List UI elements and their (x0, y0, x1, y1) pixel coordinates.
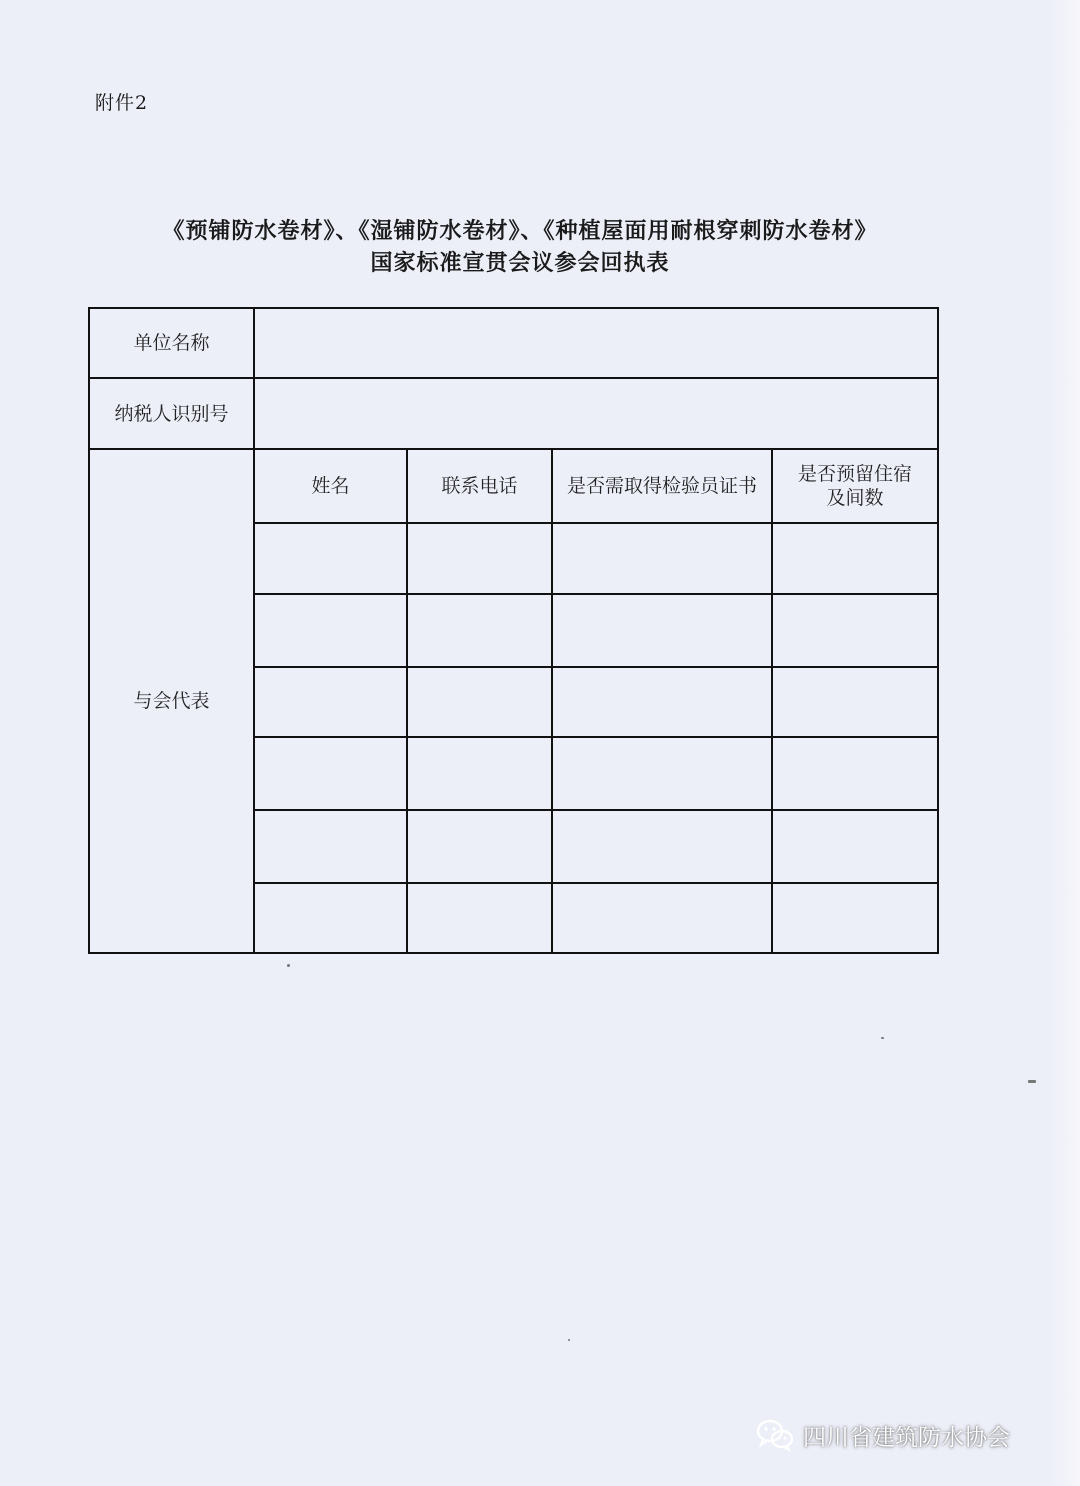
scan-speck (1028, 1080, 1036, 1083)
delegate-cell[interactable] (773, 595, 937, 666)
delegate-cell[interactable] (773, 884, 937, 952)
column-header-inspector-certificate: 是否需取得检验员证书 (566, 475, 757, 497)
scan-speck (568, 1339, 570, 1341)
delegates-label: 与会代表 (133, 690, 210, 712)
scan-speck (881, 1037, 884, 1039)
watermark-text: 四川省建筑防水协会 (803, 1424, 1010, 1451)
table-border-bottom (88, 952, 939, 954)
delegate-cell[interactable] (255, 738, 406, 809)
delegate-cell[interactable] (408, 811, 551, 882)
registration-form-table (88, 307, 939, 954)
delegate-cell[interactable] (773, 668, 937, 736)
table-border-right (937, 307, 939, 954)
company-name-label: 单位名称 (133, 332, 210, 354)
delegate-cell[interactable] (553, 524, 771, 593)
delegate-cell[interactable] (408, 524, 551, 593)
delegate-cell[interactable] (408, 884, 551, 952)
scan-speck (287, 964, 290, 967)
column-header-accommodation: 是否预留住宿 及间数 (797, 463, 912, 509)
column-header-name: 姓名 (311, 475, 350, 497)
delegate-cell[interactable] (553, 738, 771, 809)
delegate-cell[interactable] (553, 884, 771, 952)
document-title-line2: 国家标准宣贯会议参会回执表 (370, 250, 670, 276)
column-header-phone: 联系电话 (441, 475, 518, 497)
wechat-icon (755, 1418, 795, 1452)
tax-id-field[interactable] (255, 379, 937, 448)
delegate-cell[interactable] (255, 524, 406, 593)
delegate-cell[interactable] (255, 595, 406, 666)
document-title-line1: 《预铺防水卷材》、《湿铺防水卷材》、《种植屋面用耐根穿刺防水卷材》 (162, 218, 878, 244)
scan-edge (1046, 0, 1080, 1486)
tax-id-label: 纳税人识别号 (114, 402, 229, 425)
delegate-cell[interactable] (553, 595, 771, 666)
attachment-label: 附件2 (95, 92, 149, 114)
delegate-cell[interactable] (408, 595, 551, 666)
delegate-cell[interactable] (773, 811, 937, 882)
delegate-cell[interactable] (553, 668, 771, 736)
delegate-cell[interactable] (255, 668, 406, 736)
publisher-watermark (755, 1418, 1010, 1452)
delegate-cell[interactable] (773, 738, 937, 809)
delegate-cell[interactable] (255, 811, 406, 882)
delegate-cell[interactable] (408, 738, 551, 809)
delegate-cell[interactable] (408, 668, 551, 736)
delegate-cell[interactable] (773, 524, 937, 593)
delegate-cell[interactable] (255, 884, 406, 952)
delegate-cell[interactable] (553, 811, 771, 882)
company-name-field[interactable] (255, 309, 937, 377)
